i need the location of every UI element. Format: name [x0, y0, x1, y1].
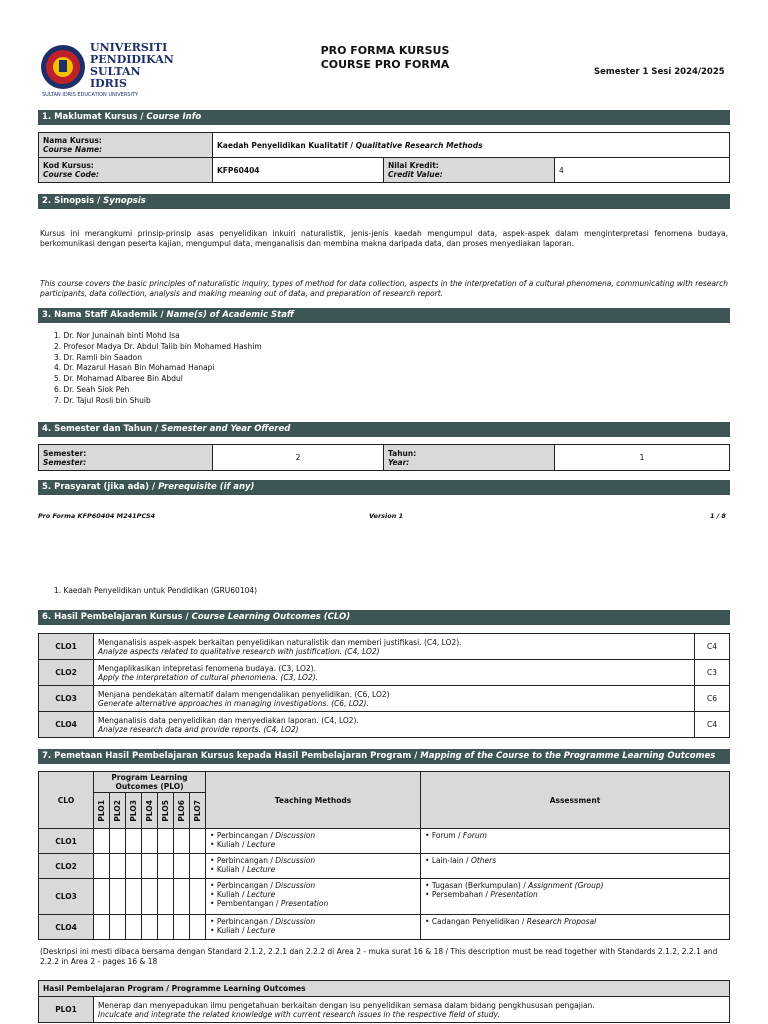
table-row [39, 854, 730, 879]
year-value: 1 [555, 445, 730, 471]
credit-value: 4 [555, 158, 730, 183]
clo-level: C6 [695, 686, 730, 712]
table-row [39, 829, 730, 854]
plo-header: PLO5 [158, 793, 174, 829]
col-clo: CLO [39, 772, 94, 829]
table-row [39, 997, 730, 1023]
plo-table [38, 980, 730, 1023]
plo-header: PLO1 [94, 793, 110, 829]
plo-header: PLO6 [174, 793, 190, 829]
clo-desc: Mengaplikasikan intepretasi fenomena budaya. (C3, LO2). Apply the interpretation of cultural phenomena. (C3, LO2). [94, 660, 695, 686]
prerequisite-item: 1. Kaedah Penyelidikan untuk Pendidikan (GRU60104) [54, 586, 258, 595]
credit-label: Nilai Kredit: Credit Value: [384, 158, 555, 183]
course-code-value: KFP60404 [213, 158, 384, 183]
footer-left: Pro Forma KFP60404 M241PCS4 [38, 512, 156, 520]
assessment: • Forum / Forum [421, 829, 730, 854]
mapping-table [38, 771, 730, 940]
synopsis-ms: Kursus ini merangkumi prinsip-prinsip asas penyelidikan inkuiri naturalistik, jenis-jenis kaedah mengumpul data, aspek-aspek dalam menginterpretasi fenomena budaya, berkomunikasi dengan peserta kajian, mengumpul data, menganalisis dan membina makna daripada data, dan proses menyediakan laporan. [40, 229, 728, 248]
university-logo [38, 40, 174, 102]
clo-level: C4 [695, 634, 730, 660]
section-2-header: 2. Sinopsis / Synopsis [38, 194, 730, 209]
clo-id: CLO3 [39, 686, 94, 712]
plo-table-header: Hasil Pembelajaran Program / Programme Learning Outcomes [39, 981, 730, 997]
clo-desc: Menjana pendekatan alternatif dalam mengendalikan penyelidikan. (C6, LO2) Generate alternative approaches in managing investigations. (C6, LO2). [94, 686, 695, 712]
plo-header: PLO7 [190, 793, 206, 829]
staff-list [54, 331, 262, 407]
plo-id: PLO1 [39, 997, 94, 1023]
clo-id: CLO4 [39, 915, 94, 940]
page-title [300, 44, 470, 72]
col-plo: Program Learning Outcomes (PLO) [94, 772, 206, 793]
teaching-methods: • Perbincangan / Discussion • Kuliah / Lecture [206, 854, 421, 879]
section-7-header: 7. Pemetaan Hasil Pembelajaran Kursus kepada Hasil Pembelajaran Program / Mapping of the Course to the Programme Learning Outcomes [38, 749, 730, 764]
plo-header: PLO4 [142, 793, 158, 829]
clo-id: CLO2 [39, 660, 94, 686]
clo-desc: Menganalisis data penyelidikan dan menyediakan laporan. (C4, LO2). Analyze research data and provide reports. (C4, LO2) [94, 712, 695, 738]
col-teaching-methods: Teaching Methods [206, 772, 421, 829]
col-assessment: Assessment [421, 772, 730, 829]
plo-header: PLO2 [110, 793, 126, 829]
assessment: • Tugasan (Berkumpulan) / Assignment (Group) • Persembahan / Presentation [421, 879, 730, 915]
list-item: 2. Profesor Madya Dr. Abdul Talib bin Mohamed Hashim [54, 341, 262, 351]
course-name-label: Nama Kursus: Course Name: [39, 133, 213, 158]
list-item: 4. Dr. Mazarul Hasan Bin Mohamad Hanapi [54, 363, 215, 373]
table-row [39, 634, 730, 660]
semester-table [38, 444, 730, 471]
table-row [39, 915, 730, 940]
plo-desc: Menerap dan menyepadukan ilmu pengetahuan berkaitan dengan isu penyelidikan semasa dalam bidang pengkhususan pengajian. Inculcate and integrate the related knowledge with current research issues in the respective field of study. [94, 997, 730, 1023]
semester-value: 2 [213, 445, 384, 471]
clo-id: CLO4 [39, 712, 94, 738]
semester-label: Semester 1 Sesi 2024/2025 [594, 67, 725, 77]
clo-id: CLO1 [39, 634, 94, 660]
clo-id: CLO2 [39, 854, 94, 879]
list-item: 5. Dr. Mohamad Albaree Bin Abdul [54, 374, 183, 384]
teaching-methods: • Perbincangan / Discussion • Kuliah / Lecture • Pembentangan / Presentation [206, 879, 421, 915]
mapping-note: (Deskripsi ini mesti dibaca bersama dengan Standard 2.1.2, 2.2.1 dan 2.2.2 di Area 2 - muka surat 16 & 18 / This description must be read together with Standards 2.1.2, 2.2.1 and 2.2.2 in Area 2 - pages 16 & 18 [40, 947, 718, 966]
plo-header: PLO3 [126, 793, 142, 829]
assessment: • Cadangan Penyelidikan / Research Proposal [421, 915, 730, 940]
table-row [39, 660, 730, 686]
table-row [39, 712, 730, 738]
list-item: 7. Dr. Tajul Rosli bin Shuib [54, 395, 151, 405]
clo-level: C3 [695, 660, 730, 686]
course-code-label: Kod Kursus: Course Code: [39, 158, 213, 183]
list-item: 3. Dr. Ramli bin Saadon [54, 352, 143, 362]
title-line-2: COURSE PRO FORMA [320, 58, 450, 71]
footer-right: 1 / 8 [710, 512, 726, 520]
course-info-table [38, 132, 730, 183]
clo-table [38, 633, 730, 738]
clo-desc: Menganalisis aspek-aspek berkaitan penyelidikan naturalistik dan memberi justifikasi. (C4, LO2). Analyze aspects related to qualitative research with justification. (C4, LO2) [94, 634, 695, 660]
teaching-methods: • Perbincangan / Discussion • Kuliah / Lecture [206, 829, 421, 854]
table-row [39, 879, 730, 915]
table-row [39, 686, 730, 712]
title-line-1: PRO FORMA KURSUS [320, 44, 450, 57]
synopsis-en: This course covers the basic principles of naturalistic inquiry, types of method for data collection, aspects in the interpretation of a cultural phenomena, communicating with research participants, data collection, analysis and making meaning out of data, and preparation of research report. [40, 279, 728, 298]
section-6-header: 6. Hasil Pembelajaran Kursus / Course Learning Outcomes (CLO) [38, 610, 730, 625]
assessment: • Lain-lain / Others [421, 854, 730, 879]
clo-id: CLO3 [39, 879, 94, 915]
teaching-methods: • Perbincangan / Discussion • Kuliah / Lecture [206, 915, 421, 940]
clo-id: CLO1 [39, 829, 94, 854]
list-item: 1. Dr. Nor Junainah binti Mohd Isa [54, 331, 180, 340]
list-item: 6. Dr. Seah Siok Peh [54, 384, 130, 394]
section-5-header: 5. Prasyarat (jika ada) / Prerequisite (if any) [38, 480, 730, 495]
section-4-header: 4. Semester dan Tahun / Semester and Year Offered [38, 422, 730, 437]
section-3-header: 3. Nama Staff Akademik / Name(s) of Academic Staff [38, 308, 730, 323]
year-label-cell: Tahun: Year: [384, 445, 555, 471]
university-sub: SULTAN IDRIS EDUCATION UNIVERSITY [42, 92, 139, 98]
course-name-value: Kaedah Penyelidikan Kualitatif / Qualitative Research Methods [213, 133, 730, 158]
clo-level: C4 [695, 712, 730, 738]
university-crest-icon [40, 44, 86, 90]
section-1-header: 1. Maklumat Kursus / Course Info [38, 110, 730, 125]
footer-center: Version 1 [369, 512, 404, 520]
semester-label-cell: Semester: Semester: [39, 445, 213, 471]
university-name: UNIVERSITI PENDIDIKAN SULTAN IDRIS [90, 41, 174, 90]
